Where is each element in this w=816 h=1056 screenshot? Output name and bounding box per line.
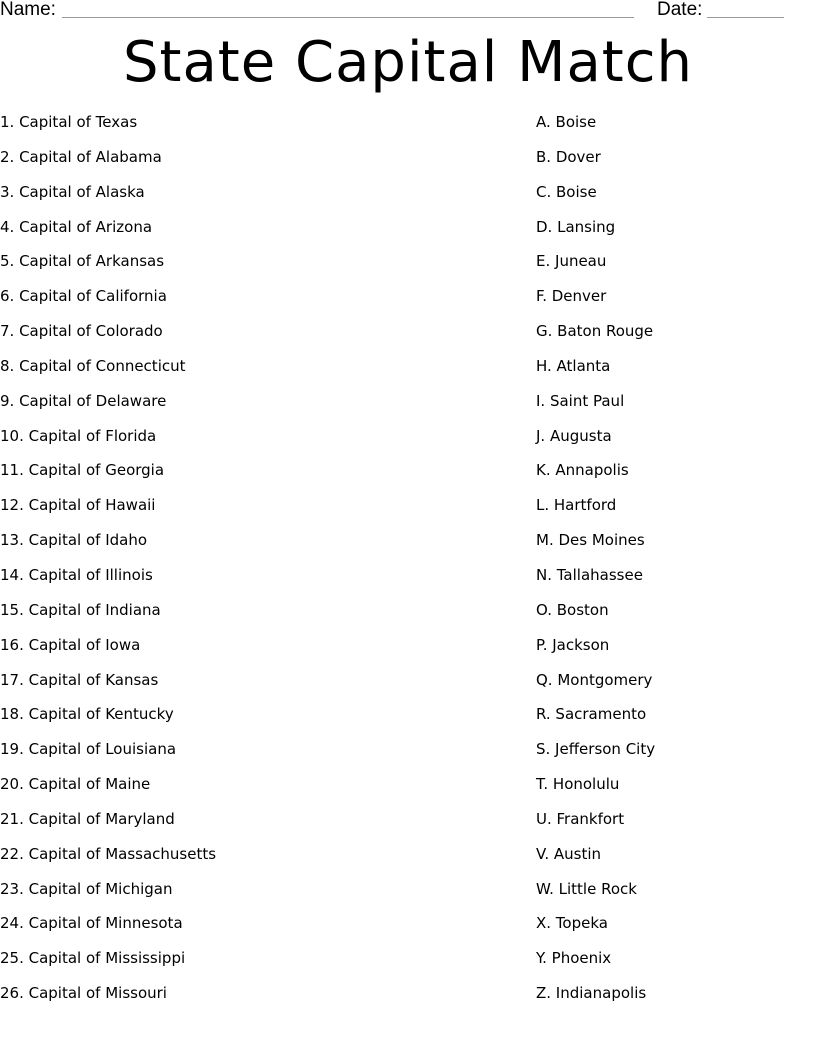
answer-item: E. Juneau	[536, 252, 607, 271]
answer-list	[536, 112, 806, 1018]
answer-item: F. Denver	[536, 287, 607, 306]
answer-item: N. Tallahassee	[536, 565, 643, 584]
answer-item: Y. Phoenix	[536, 949, 612, 968]
clue-item: 12. Capital of Hawaii	[0, 496, 156, 515]
name-blank-line	[62, 17, 634, 18]
answer-item: A. Boise	[536, 113, 597, 131]
answer-item: K. Annapolis	[536, 461, 629, 480]
clue-item: 5. Capital of Arkansas	[0, 252, 165, 271]
clue-item: 17. Capital of Kansas	[0, 670, 159, 689]
clue-item: 24. Capital of Minnesota	[0, 914, 183, 933]
answer-item: D. Lansing	[536, 217, 616, 236]
clue-item: 2. Capital of Alabama	[0, 147, 162, 166]
answer-item: L. Hartford	[536, 496, 617, 515]
answer-item: J. Augusta	[536, 426, 612, 445]
clue-item: 3. Capital of Alaska	[0, 182, 145, 201]
answer-item: Q. Montgomery	[536, 670, 653, 689]
answer-item: X. Topeka	[536, 914, 608, 933]
clue-item: 13. Capital of Idaho	[0, 531, 148, 550]
answer-item: S. Jefferson City	[536, 740, 656, 759]
clue-item: 23. Capital of Michigan	[0, 879, 173, 898]
date-label: Date:	[657, 0, 703, 20]
clue-item: 8. Capital of Connecticut	[0, 356, 186, 375]
clue-item: 4. Capital of Arizona	[0, 217, 153, 236]
answer-item: M. Des Moines	[536, 531, 645, 550]
answer-item: G. Baton Rouge	[536, 322, 654, 341]
answer-item: B. Dover	[536, 147, 601, 166]
page-title: State Capital Match	[122, 30, 694, 95]
clue-item: 14. Capital of Illinois	[0, 565, 153, 584]
clue-item: 18. Capital of Kentucky	[0, 705, 174, 724]
answer-item: W. Little Rock	[536, 879, 637, 898]
clue-item: 16. Capital of Iowa	[0, 635, 141, 654]
clue-item: 22. Capital of Massachusetts	[0, 844, 217, 863]
date-blank-line	[707, 17, 784, 18]
clue-item: 11. Capital of Georgia	[0, 461, 165, 480]
clue-item: 6. Capital of California	[0, 287, 167, 306]
answer-item: O. Boston	[536, 600, 609, 619]
answer-item: C. Boise	[536, 182, 597, 201]
clue-item: 9. Capital of Delaware	[0, 391, 167, 410]
name-label: Name:	[0, 0, 56, 20]
answer-item: I. Saint Paul	[536, 391, 625, 410]
answer-item: R. Sacramento	[536, 705, 647, 724]
answer-item: T. Honolulu	[536, 775, 620, 794]
answer-item: V. Austin	[536, 844, 602, 863]
answer-item: H. Atlanta	[536, 356, 611, 375]
worksheet-header	[0, 0, 800, 22]
answer-item: P. Jackson	[536, 635, 610, 654]
answer-item: U. Frankfort	[536, 809, 625, 828]
clue-item: 15. Capital of Indiana	[0, 600, 161, 619]
clue-item: 10. Capital of Florida	[0, 426, 157, 445]
clue-item: 21. Capital of Maryland	[0, 809, 175, 828]
clue-item: 26. Capital of Missouri	[0, 984, 167, 1003]
clue-list	[0, 112, 420, 1018]
clue-item: 19. Capital of Louisiana	[0, 740, 177, 759]
clue-item: 20. Capital of Maine	[0, 775, 151, 794]
clue-item: 1. Capital of Texas	[0, 113, 138, 131]
clue-item: 7. Capital of Colorado	[0, 322, 163, 341]
clue-item: 25. Capital of Mississippi	[0, 949, 186, 968]
answer-item: Z. Indianapolis	[536, 984, 647, 1003]
